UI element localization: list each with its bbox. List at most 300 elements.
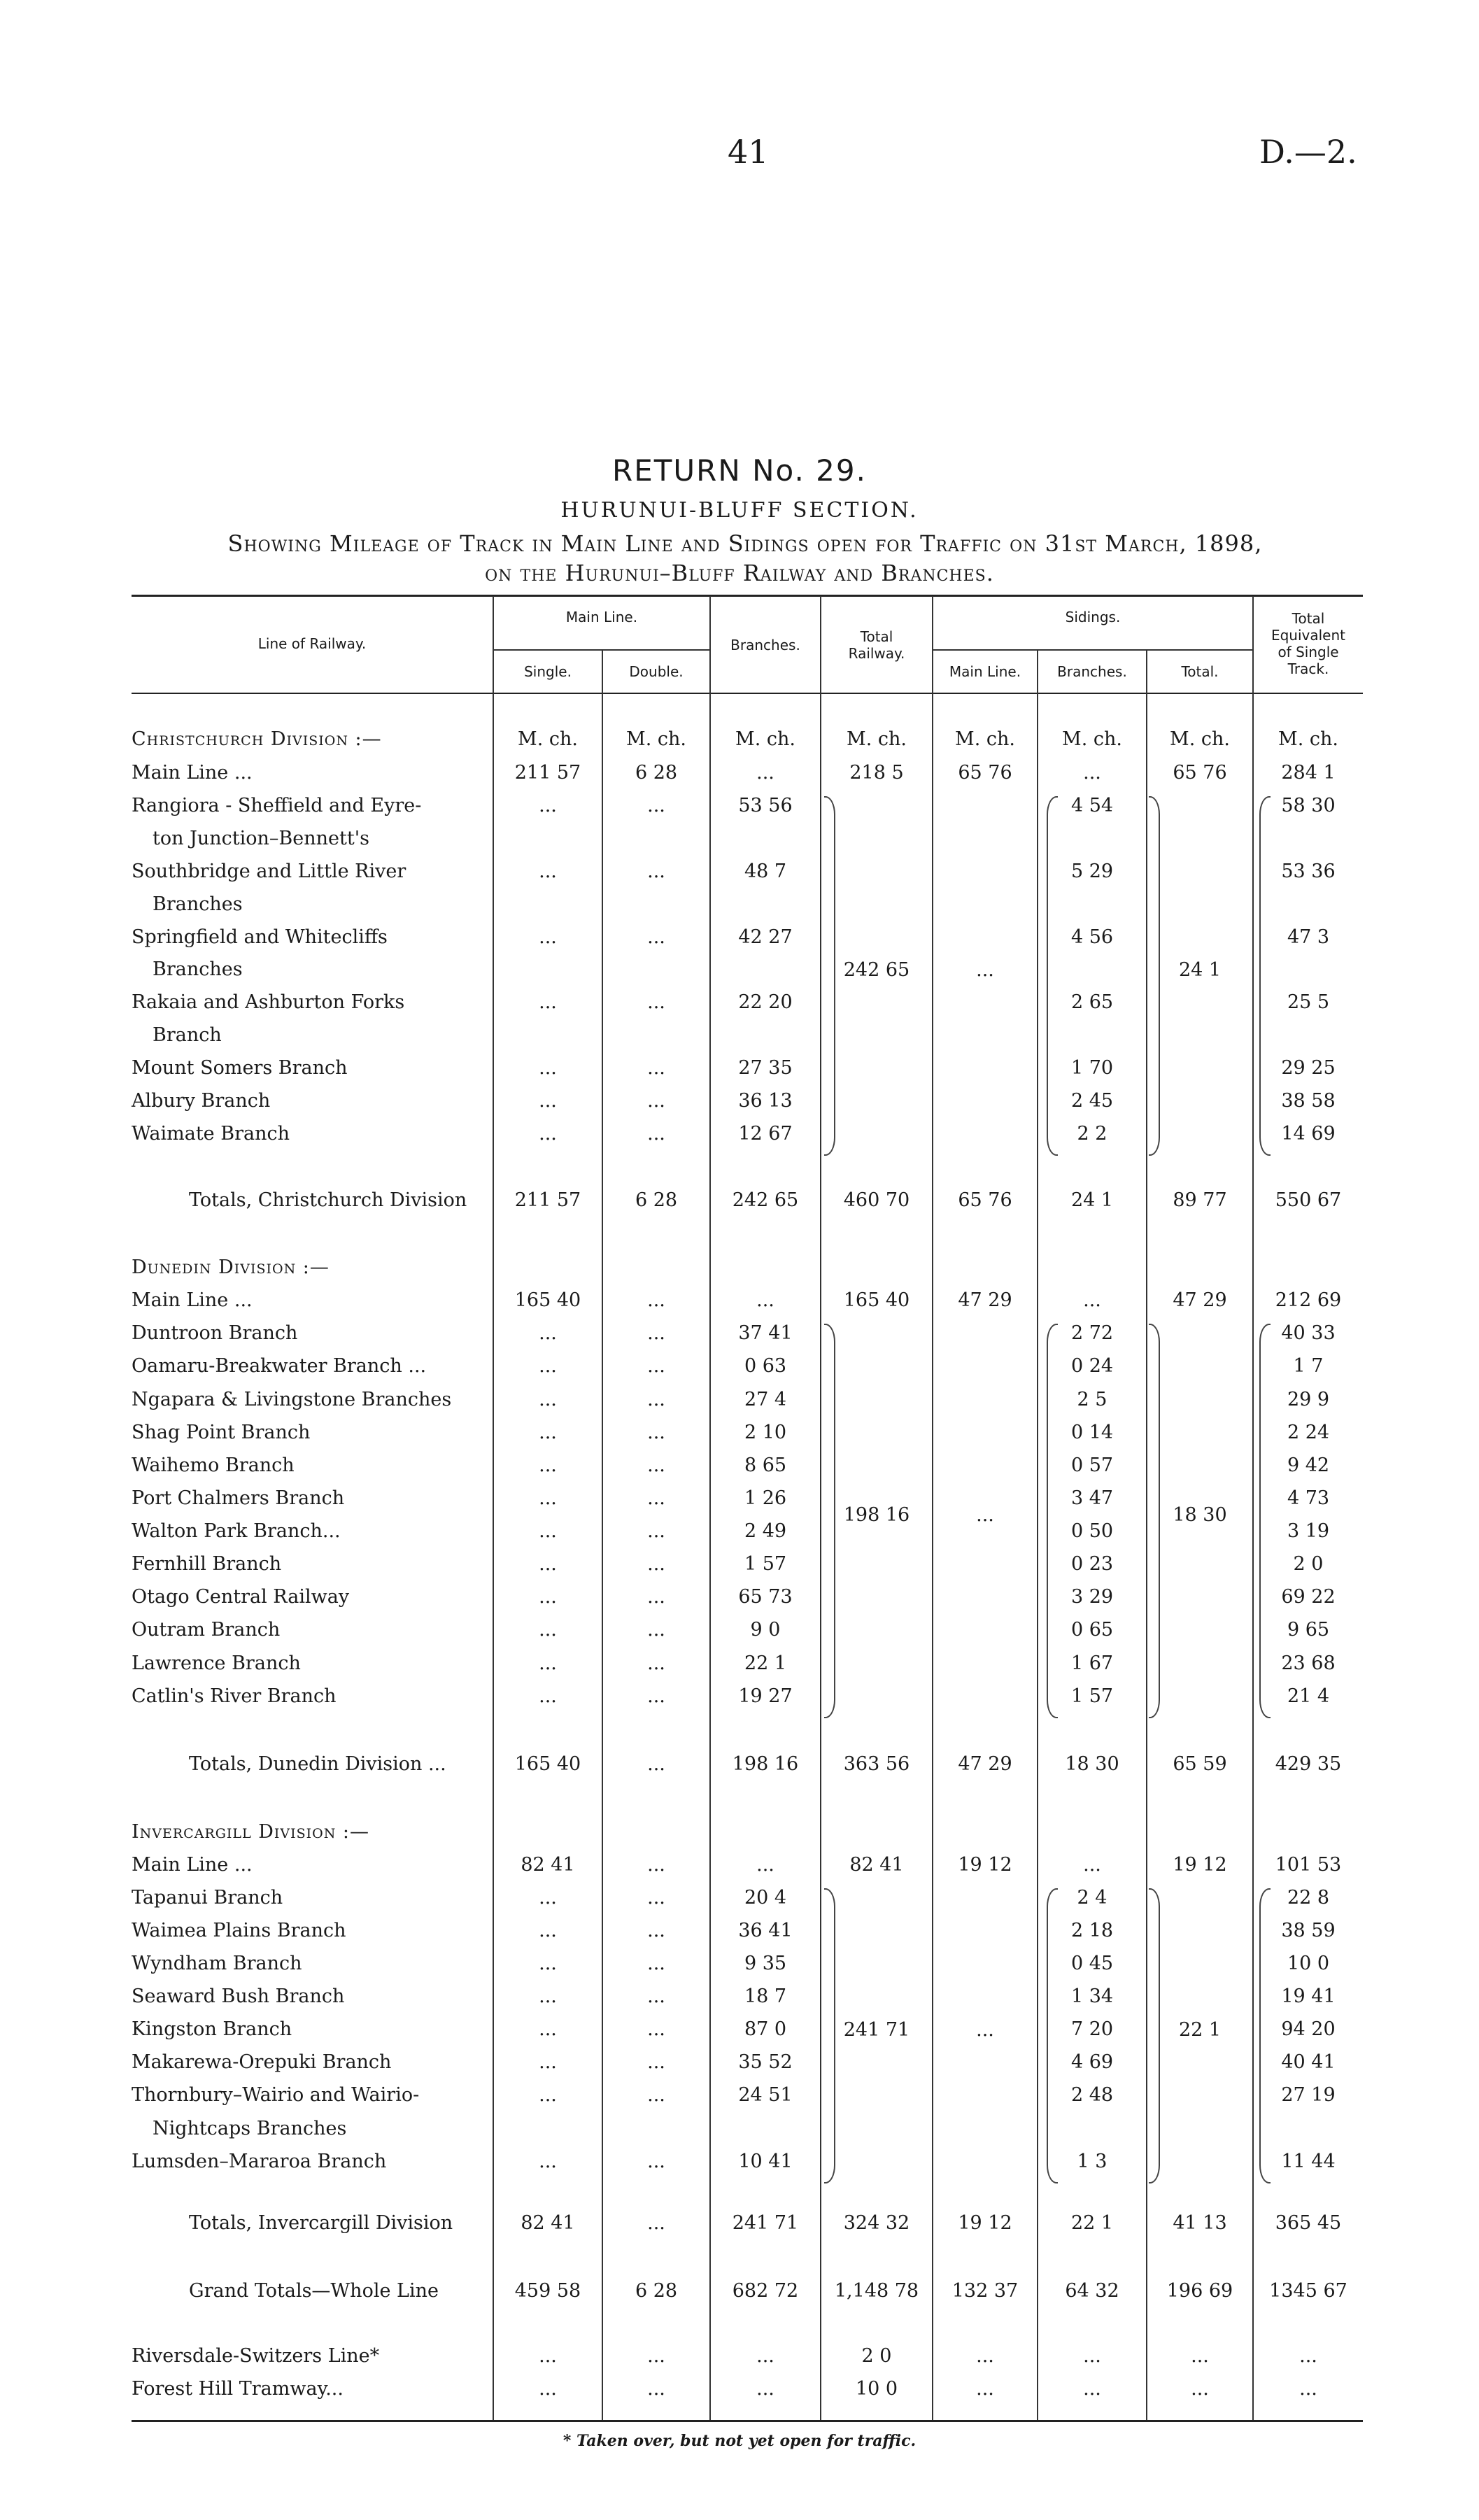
cell-equivalent-single-track: 58 30	[1281, 795, 1336, 817]
cell-sidings-main-line: ...	[976, 2345, 994, 2367]
cell-equivalent-single-track: 47 3	[1287, 926, 1330, 948]
cell-sidings-main-line: 132 37	[951, 2279, 1019, 2302]
cell-branches: 2 10	[744, 1421, 787, 1443]
cell-main-single: ...	[539, 1553, 557, 1576]
cell-main-double: ...	[647, 2378, 665, 2400]
unit-label: M. ch.	[518, 728, 578, 750]
cell-branches: 22 20	[738, 991, 793, 1014]
cell-main-double: ...	[647, 2345, 665, 2367]
row-label: Thornbury–Wairio and Wairio-	[132, 2084, 420, 2107]
cell-sidings-branches: 24 1	[1070, 1189, 1114, 1211]
cell-branches: 27 4	[744, 1388, 787, 1410]
table-row	[0, 1421, 1479, 1444]
cell-main-double: ...	[647, 1520, 665, 1543]
cell-total-railway: 218 5	[849, 762, 904, 784]
row-label: Invercargill Division :—	[132, 1820, 370, 1843]
cell-sidings-main-line: 19 12	[958, 1853, 1012, 1876]
christchurch-sidings-branches-brace	[1047, 796, 1058, 1156]
dunedin-group-sidings-main: ...	[976, 1504, 994, 1527]
invercargill-group-sidings-main: ...	[976, 2019, 994, 2041]
cell-branches: 1 57	[744, 1553, 787, 1576]
division-totals-row	[0, 1189, 1479, 1212]
cell-main-double: ...	[647, 1322, 665, 1345]
cell-sidings-branches: 1 3	[1077, 2150, 1108, 2172]
cell-sidings-total: 41 13	[1173, 2212, 1227, 2235]
cell-branches: 682 72	[732, 2279, 799, 2302]
cell-sidings-main-line: 65 76	[958, 1189, 1012, 1211]
cell-equivalent-single-track: 11 44	[1281, 2150, 1336, 2172]
cell-main-single: ...	[539, 2150, 557, 2172]
cell-sidings-main-line: 47 29	[958, 1289, 1012, 1312]
cell-main-single: 165 40	[514, 1753, 581, 1776]
christchurch-group-total-railway: 242 65	[843, 959, 910, 982]
cell-equivalent-single-track: 10 0	[1287, 1952, 1330, 1974]
cell-main-single: ...	[539, 1421, 557, 1443]
cell-main-double: ...	[647, 1421, 665, 1443]
section-title: HURUNUI-BLUFF SECTION.	[560, 498, 919, 523]
cell-branches: ...	[756, 2345, 774, 2367]
row-label: Grand Totals—Whole Line	[189, 2279, 439, 2302]
cell-sidings-branches: ...	[1083, 762, 1101, 784]
table-row	[0, 1388, 1479, 1411]
row-label: Otago Central Railway	[132, 1586, 350, 1608]
cell-main-double: ...	[647, 1919, 665, 1941]
document-reference: D.—2.	[1259, 133, 1357, 171]
cell-sidings-total: 65 76	[1173, 762, 1227, 784]
table-row	[0, 2377, 1479, 2400]
row-label: Kingston Branch	[132, 2018, 292, 2041]
header-sidings-total: Total.	[1181, 663, 1219, 680]
cell-branches: 0 63	[744, 1355, 787, 1378]
cell-total-railway: 363 56	[843, 1753, 910, 1776]
division-totals-row	[0, 1753, 1479, 1776]
cell-main-single: 82 41	[521, 2212, 575, 2235]
cell-main-double: ...	[647, 860, 665, 882]
row-label: Lawrence Branch	[132, 1652, 301, 1674]
cell-branches: 65 73	[738, 1586, 793, 1608]
cell-sidings-branches: 2 45	[1070, 1089, 1114, 1112]
cell-branches: 9 35	[744, 1952, 787, 1974]
table-row	[0, 761, 1479, 784]
cell-sidings-branches: ...	[1083, 1853, 1101, 1876]
cell-branches: 242 65	[732, 1189, 799, 1211]
cell-branches: 22 1	[744, 1652, 787, 1674]
cell-equivalent-single-track: 14 69	[1281, 1122, 1336, 1145]
cell-sidings-branches: 3 47	[1070, 1487, 1114, 1509]
header-total-railway-2: Railway.	[848, 645, 905, 662]
header-branches: Branches.	[730, 637, 800, 653]
row-label: Nightcaps Branches	[153, 2117, 347, 2139]
cell-equivalent-single-track: 19 41	[1281, 1985, 1336, 2008]
cell-branches: 37 41	[738, 1322, 793, 1345]
return-title: RETURN No. 29.	[612, 453, 867, 488]
cell-equivalent-single-track: 365 45	[1275, 2212, 1342, 2235]
unit-label: M. ch.	[1170, 728, 1230, 750]
cell-main-double: 6 28	[635, 2279, 678, 2302]
cell-main-single: ...	[539, 1586, 557, 1608]
cell-sidings-branches: 4 69	[1070, 2051, 1114, 2074]
cell-main-single: 82 41	[521, 1853, 575, 1876]
cell-equivalent-single-track: 27 19	[1281, 2084, 1336, 2107]
row-label: Duntroon Branch	[132, 1322, 298, 1345]
cell-equivalent-single-track: 40 41	[1281, 2051, 1336, 2074]
cell-main-single: ...	[539, 1089, 557, 1112]
invercargill-equivalent-brace	[1259, 1888, 1271, 2184]
cell-main-double: ...	[647, 1985, 665, 2008]
row-label: Southbridge and Little River	[132, 860, 406, 882]
cell-main-double: ...	[647, 1619, 665, 1641]
division-totals-row	[0, 2211, 1479, 2235]
cell-main-single: 165 40	[514, 1289, 581, 1312]
cell-sidings-main-line: 47 29	[958, 1753, 1012, 1776]
row-label: Totals, Invercargill Division	[189, 2212, 453, 2235]
cell-equivalent-single-track: 21 4	[1287, 1685, 1330, 1707]
table-row	[0, 1552, 1479, 1576]
division-heading	[0, 728, 1479, 751]
cell-sidings-branches: 0 65	[1070, 1619, 1114, 1641]
invercargill-sidings-branches-brace	[1047, 1888, 1058, 2184]
table-row	[0, 1122, 1479, 1145]
table-row	[0, 2083, 1479, 2107]
cell-main-double: ...	[647, 1388, 665, 1410]
cell-equivalent-single-track: 29 25	[1281, 1056, 1336, 1079]
cell-total-railway: 324 32	[843, 2212, 910, 2235]
header-line-of-railway: Line of Railway.	[257, 635, 367, 652]
cell-sidings-branches: ...	[1083, 1289, 1101, 1312]
cell-equivalent-single-track: ...	[1299, 2345, 1317, 2367]
invercargill-group-sidings-total: 22 1	[1178, 2019, 1222, 2041]
table-row	[0, 794, 1479, 817]
cell-sidings-total: ...	[1191, 2378, 1209, 2400]
cell-main-single: ...	[539, 2084, 557, 2107]
table-row	[0, 1289, 1479, 1312]
cell-total-railway: 1,148 78	[834, 2279, 919, 2302]
row-label: ton Junction–Bennett's	[153, 827, 369, 849]
cell-main-single: ...	[539, 1355, 557, 1378]
cell-main-single: ...	[539, 926, 557, 948]
cell-branches: 24 51	[738, 2084, 793, 2107]
cell-main-double: ...	[647, 1652, 665, 1674]
cell-main-single: ...	[539, 1886, 557, 1909]
header-equivalent-4: Track.	[1287, 660, 1329, 677]
cell-sidings-main-line: ...	[976, 2378, 994, 2400]
cell-sidings-main-line: 19 12	[958, 2212, 1012, 2235]
header-single: Single.	[524, 663, 572, 680]
cell-sidings-branches: 0 50	[1070, 1520, 1114, 1543]
cell-equivalent-single-track: 53 36	[1281, 860, 1336, 882]
cell-sidings-branches: 18 30	[1065, 1753, 1119, 1776]
cell-main-single: ...	[539, 1520, 557, 1543]
cell-equivalent-single-track: 212 69	[1275, 1289, 1342, 1312]
header-main-line: Main Line.	[565, 609, 638, 625]
cell-main-double: ...	[647, 1089, 665, 1112]
cell-sidings-branches: 2 4	[1077, 1886, 1108, 1909]
table-row	[0, 1354, 1479, 1378]
dunedin-equivalent-brace	[1259, 1324, 1271, 1718]
row-label: Rangiora - Sheffield and Eyre-	[132, 795, 422, 817]
division-heading	[0, 1256, 1479, 1279]
table-row	[0, 2117, 1479, 2140]
cell-equivalent-single-track: 550 67	[1275, 1189, 1342, 1211]
unit-label: M. ch.	[955, 728, 1015, 750]
row-label: Shag Point Branch	[132, 1421, 311, 1443]
page-number: 41	[728, 133, 769, 171]
row-label: Totals, Christchurch Division	[189, 1189, 467, 1211]
cell-sidings-branches: 1 34	[1070, 1985, 1114, 2008]
cell-main-double: ...	[647, 795, 665, 817]
row-label: Makarewa-Orepuki Branch	[132, 2051, 392, 2074]
cell-main-single: 211 57	[514, 762, 581, 784]
cell-equivalent-single-track: 25 5	[1287, 991, 1330, 1014]
cell-branches: 2 49	[744, 1520, 787, 1543]
row-label: Branches	[153, 893, 243, 915]
cell-branches: 241 71	[732, 2212, 799, 2235]
header-sidings: Sidings.	[1065, 609, 1121, 625]
cell-branches: 48 7	[744, 860, 787, 882]
row-label: Totals, Dunedin Division ...	[189, 1753, 446, 1776]
cell-total-railway: 460 70	[843, 1189, 910, 1211]
dunedin-sidings-branches-brace	[1047, 1324, 1058, 1718]
cell-total-railway: 10 0	[855, 2378, 898, 2400]
cell-main-double: ...	[647, 926, 665, 948]
row-label: Oamaru-Breakwater Branch ...	[132, 1355, 427, 1378]
table-row	[0, 1652, 1479, 1675]
cell-equivalent-single-track: 1 7	[1293, 1355, 1324, 1378]
cell-sidings-total: 65 59	[1173, 1753, 1227, 1776]
cell-main-double: ...	[647, 2018, 665, 2041]
table-row	[0, 1985, 1479, 2008]
grand-totals-row	[0, 2279, 1479, 2302]
cell-sidings-branches: 0 23	[1070, 1553, 1114, 1576]
cell-equivalent-single-track: 2 0	[1293, 1553, 1324, 1576]
cell-sidings-branches: 22 1	[1070, 2212, 1114, 2235]
row-label: Main Line ...	[132, 762, 253, 784]
table-row	[0, 991, 1479, 1014]
header-equivalent-2: Equivalent	[1271, 627, 1346, 644]
cell-main-double: ...	[647, 2084, 665, 2107]
cell-main-single: ...	[539, 1122, 557, 1145]
header-sidings-branches: Branches.	[1057, 663, 1127, 680]
cell-sidings-total: 47 29	[1173, 1289, 1227, 1312]
cell-branches: ...	[756, 762, 774, 784]
row-label: Rakaia and Ashburton Forks	[132, 991, 405, 1014]
cell-sidings-branches: 2 18	[1070, 1919, 1114, 1941]
cell-branches: 36 41	[738, 1919, 793, 1941]
cell-equivalent-single-track: 69 22	[1281, 1586, 1336, 1608]
cell-equivalent-single-track: 284 1	[1281, 762, 1336, 784]
cell-branches: 42 27	[738, 926, 793, 948]
row-label: Christchurch Division :—	[132, 728, 382, 750]
table-row	[0, 1585, 1479, 1608]
cell-sidings-branches: 1 70	[1070, 1056, 1114, 1079]
cell-main-double: ...	[647, 2051, 665, 2074]
cell-main-double: ...	[647, 1952, 665, 1974]
footnote: * Taken over, but not yet open for traffic.	[562, 2432, 917, 2450]
cell-main-double: ...	[647, 2212, 665, 2235]
cell-main-single: ...	[539, 1952, 557, 1974]
subtitle-line-1: Showing Mileage of Track in Main Line and Sidings open for Traffic on 31st March, 1898,	[227, 530, 1263, 557]
cell-sidings-branches: 1 57	[1070, 1685, 1114, 1707]
cell-main-double: ...	[647, 1753, 665, 1776]
cell-equivalent-single-track: 9 65	[1287, 1619, 1330, 1641]
christchurch-equivalent-brace	[1259, 796, 1271, 1156]
table-row	[0, 2018, 1479, 2041]
cell-equivalent-single-track: 22 8	[1287, 1886, 1330, 1909]
cell-equivalent-single-track: ...	[1299, 2378, 1317, 2400]
cell-sidings-branches: 0 24	[1070, 1355, 1114, 1378]
cell-main-double: ...	[647, 1586, 665, 1608]
cell-main-double: ...	[647, 1553, 665, 1576]
cell-equivalent-single-track: 29 9	[1287, 1388, 1330, 1410]
cell-main-single: ...	[539, 1322, 557, 1345]
cell-branches: ...	[756, 1853, 774, 1876]
table-row	[0, 1487, 1479, 1510]
cell-main-single: ...	[539, 1454, 557, 1476]
cell-sidings-branches: 0 45	[1070, 1952, 1114, 1974]
cell-branches: 9 0	[750, 1619, 781, 1641]
dunedin-group-total-railway: 198 16	[843, 1504, 910, 1527]
table-row	[0, 1685, 1479, 1708]
table-row	[0, 2051, 1479, 2074]
row-label: Main Line ...	[132, 1289, 253, 1312]
header-sidings-main-line: Main Line.	[949, 663, 1021, 680]
row-label: Main Line ...	[132, 1853, 253, 1876]
cell-equivalent-single-track: 94 20	[1281, 2018, 1336, 2041]
row-label: Waihemo Branch	[132, 1454, 295, 1476]
cell-main-single: ...	[539, 2018, 557, 2041]
cell-sidings-total: 89 77	[1173, 1189, 1227, 1211]
cell-sidings-branches: 5 29	[1070, 860, 1114, 882]
cell-main-single: ...	[539, 860, 557, 882]
cell-sidings-branches: 4 56	[1070, 926, 1114, 948]
cell-branches: 87 0	[744, 2018, 787, 2041]
christchurch-group-sidings-total: 24 1	[1178, 959, 1222, 982]
table-row	[0, 1056, 1479, 1080]
unit-label: M. ch.	[626, 728, 686, 750]
cell-equivalent-single-track: 23 68	[1281, 1652, 1336, 1674]
row-label: Branch	[153, 1024, 222, 1047]
cell-branches: 198 16	[732, 1753, 799, 1776]
cell-sidings-branches: 2 48	[1070, 2084, 1114, 2107]
cell-main-single: ...	[539, 1685, 557, 1707]
row-label: Wyndham Branch	[132, 1952, 302, 1974]
row-label: Port Chalmers Branch	[132, 1487, 345, 1509]
table-row	[0, 860, 1479, 883]
cell-sidings-main-line: 65 76	[958, 762, 1012, 784]
cell-branches: 27 35	[738, 1056, 793, 1079]
row-label: Ngapara & Livingstone Branches	[132, 1388, 452, 1410]
division-heading	[0, 1820, 1479, 1843]
table-row	[0, 926, 1479, 949]
row-label: Dunedin Division :—	[132, 1257, 330, 1279]
row-label: Fernhill Branch	[132, 1553, 282, 1576]
cell-equivalent-single-track: 429 35	[1275, 1753, 1342, 1776]
header-equivalent-3: of Single	[1278, 644, 1339, 660]
cell-equivalent-single-track: 40 33	[1281, 1322, 1336, 1345]
table-row	[0, 1454, 1479, 1477]
cell-main-single: ...	[539, 1985, 557, 2008]
dunedin-group-sidings-total: 18 30	[1173, 1504, 1227, 1527]
cell-main-single: ...	[539, 1652, 557, 1674]
table-row	[0, 1322, 1479, 1345]
cell-sidings-branches: 4 54	[1070, 795, 1114, 817]
cell-main-double: ...	[647, 1487, 665, 1509]
cell-equivalent-single-track: 4 73	[1287, 1487, 1330, 1509]
invercargill-group-total-railway: 241 71	[843, 2019, 910, 2041]
cell-main-double: ...	[647, 991, 665, 1014]
table-row	[0, 1919, 1479, 1942]
cell-branches: 8 65	[744, 1454, 787, 1476]
cell-branches: 20 4	[744, 1886, 787, 1909]
cell-equivalent-single-track: 38 59	[1281, 1919, 1336, 1941]
cell-main-double: ...	[647, 1454, 665, 1476]
cell-main-double: ...	[647, 1853, 665, 1876]
cell-main-single: ...	[539, 2051, 557, 2074]
subtitle-line-2: on the Hurunui–Bluff Railway and Branches.	[485, 560, 994, 586]
table-row	[0, 958, 1479, 981]
row-label: Forest Hill Tramway...	[132, 2378, 344, 2400]
row-label: Catlin's River Branch	[132, 1685, 337, 1707]
cell-main-single: 459 58	[514, 2279, 581, 2302]
header-equivalent-1: Total	[1292, 610, 1325, 627]
cell-equivalent-single-track: 101 53	[1275, 1853, 1342, 1876]
cell-total-railway: 165 40	[843, 1289, 910, 1312]
cell-main-single: ...	[539, 1919, 557, 1941]
cell-main-double: 6 28	[635, 762, 678, 784]
cell-sidings-branches: 1 67	[1070, 1652, 1114, 1674]
row-label: Riversdale-Switzers Line*	[132, 2345, 380, 2367]
cell-equivalent-single-track: 38 58	[1281, 1089, 1336, 1112]
row-label: Outram Branch	[132, 1619, 281, 1641]
christchurch-group-sidings-main: ...	[976, 959, 994, 982]
cell-equivalent-single-track: 9 42	[1287, 1454, 1330, 1476]
cell-branches: 36 13	[738, 1089, 793, 1112]
cell-sidings-total: ...	[1191, 2345, 1209, 2367]
cell-branches: 19 27	[738, 1685, 793, 1707]
unit-label: M. ch.	[1278, 728, 1338, 750]
table-row	[0, 1886, 1479, 1909]
cell-main-single: ...	[539, 1487, 557, 1509]
cell-total-railway: 82 41	[849, 1853, 904, 1876]
cell-sidings-branches: 7 20	[1070, 2018, 1114, 2041]
cell-equivalent-single-track: 1345 67	[1269, 2279, 1347, 2302]
cell-sidings-branches: 2 65	[1070, 991, 1114, 1014]
cell-main-double: ...	[647, 1056, 665, 1079]
cell-sidings-branches: 0 57	[1070, 1454, 1114, 1476]
cell-equivalent-single-track: 3 19	[1287, 1520, 1330, 1543]
table-row	[0, 893, 1479, 916]
cell-main-single: ...	[539, 991, 557, 1014]
cell-branches: 18 7	[744, 1985, 787, 2008]
row-label: Branches	[153, 958, 243, 981]
unit-label: M. ch.	[847, 728, 907, 750]
row-label: Tapanui Branch	[132, 1886, 283, 1909]
cell-main-double: ...	[647, 1122, 665, 1145]
unit-label: M. ch.	[735, 728, 795, 750]
cell-branches: ...	[756, 1289, 774, 1312]
row-label: Waimate Branch	[132, 1122, 290, 1145]
cell-main-double: 6 28	[635, 1189, 678, 1211]
row-label: Seaward Bush Branch	[132, 1985, 345, 2008]
table-row	[0, 1952, 1479, 1975]
cell-main-single: 211 57	[514, 1189, 581, 1211]
unit-label: M. ch.	[1062, 728, 1122, 750]
cell-sidings-branches: 2 5	[1077, 1388, 1108, 1410]
header-double: Double.	[629, 663, 684, 680]
cell-main-single: ...	[539, 1388, 557, 1410]
cell-main-single: ...	[539, 2378, 557, 2400]
cell-sidings-branches: ...	[1083, 2345, 1101, 2367]
